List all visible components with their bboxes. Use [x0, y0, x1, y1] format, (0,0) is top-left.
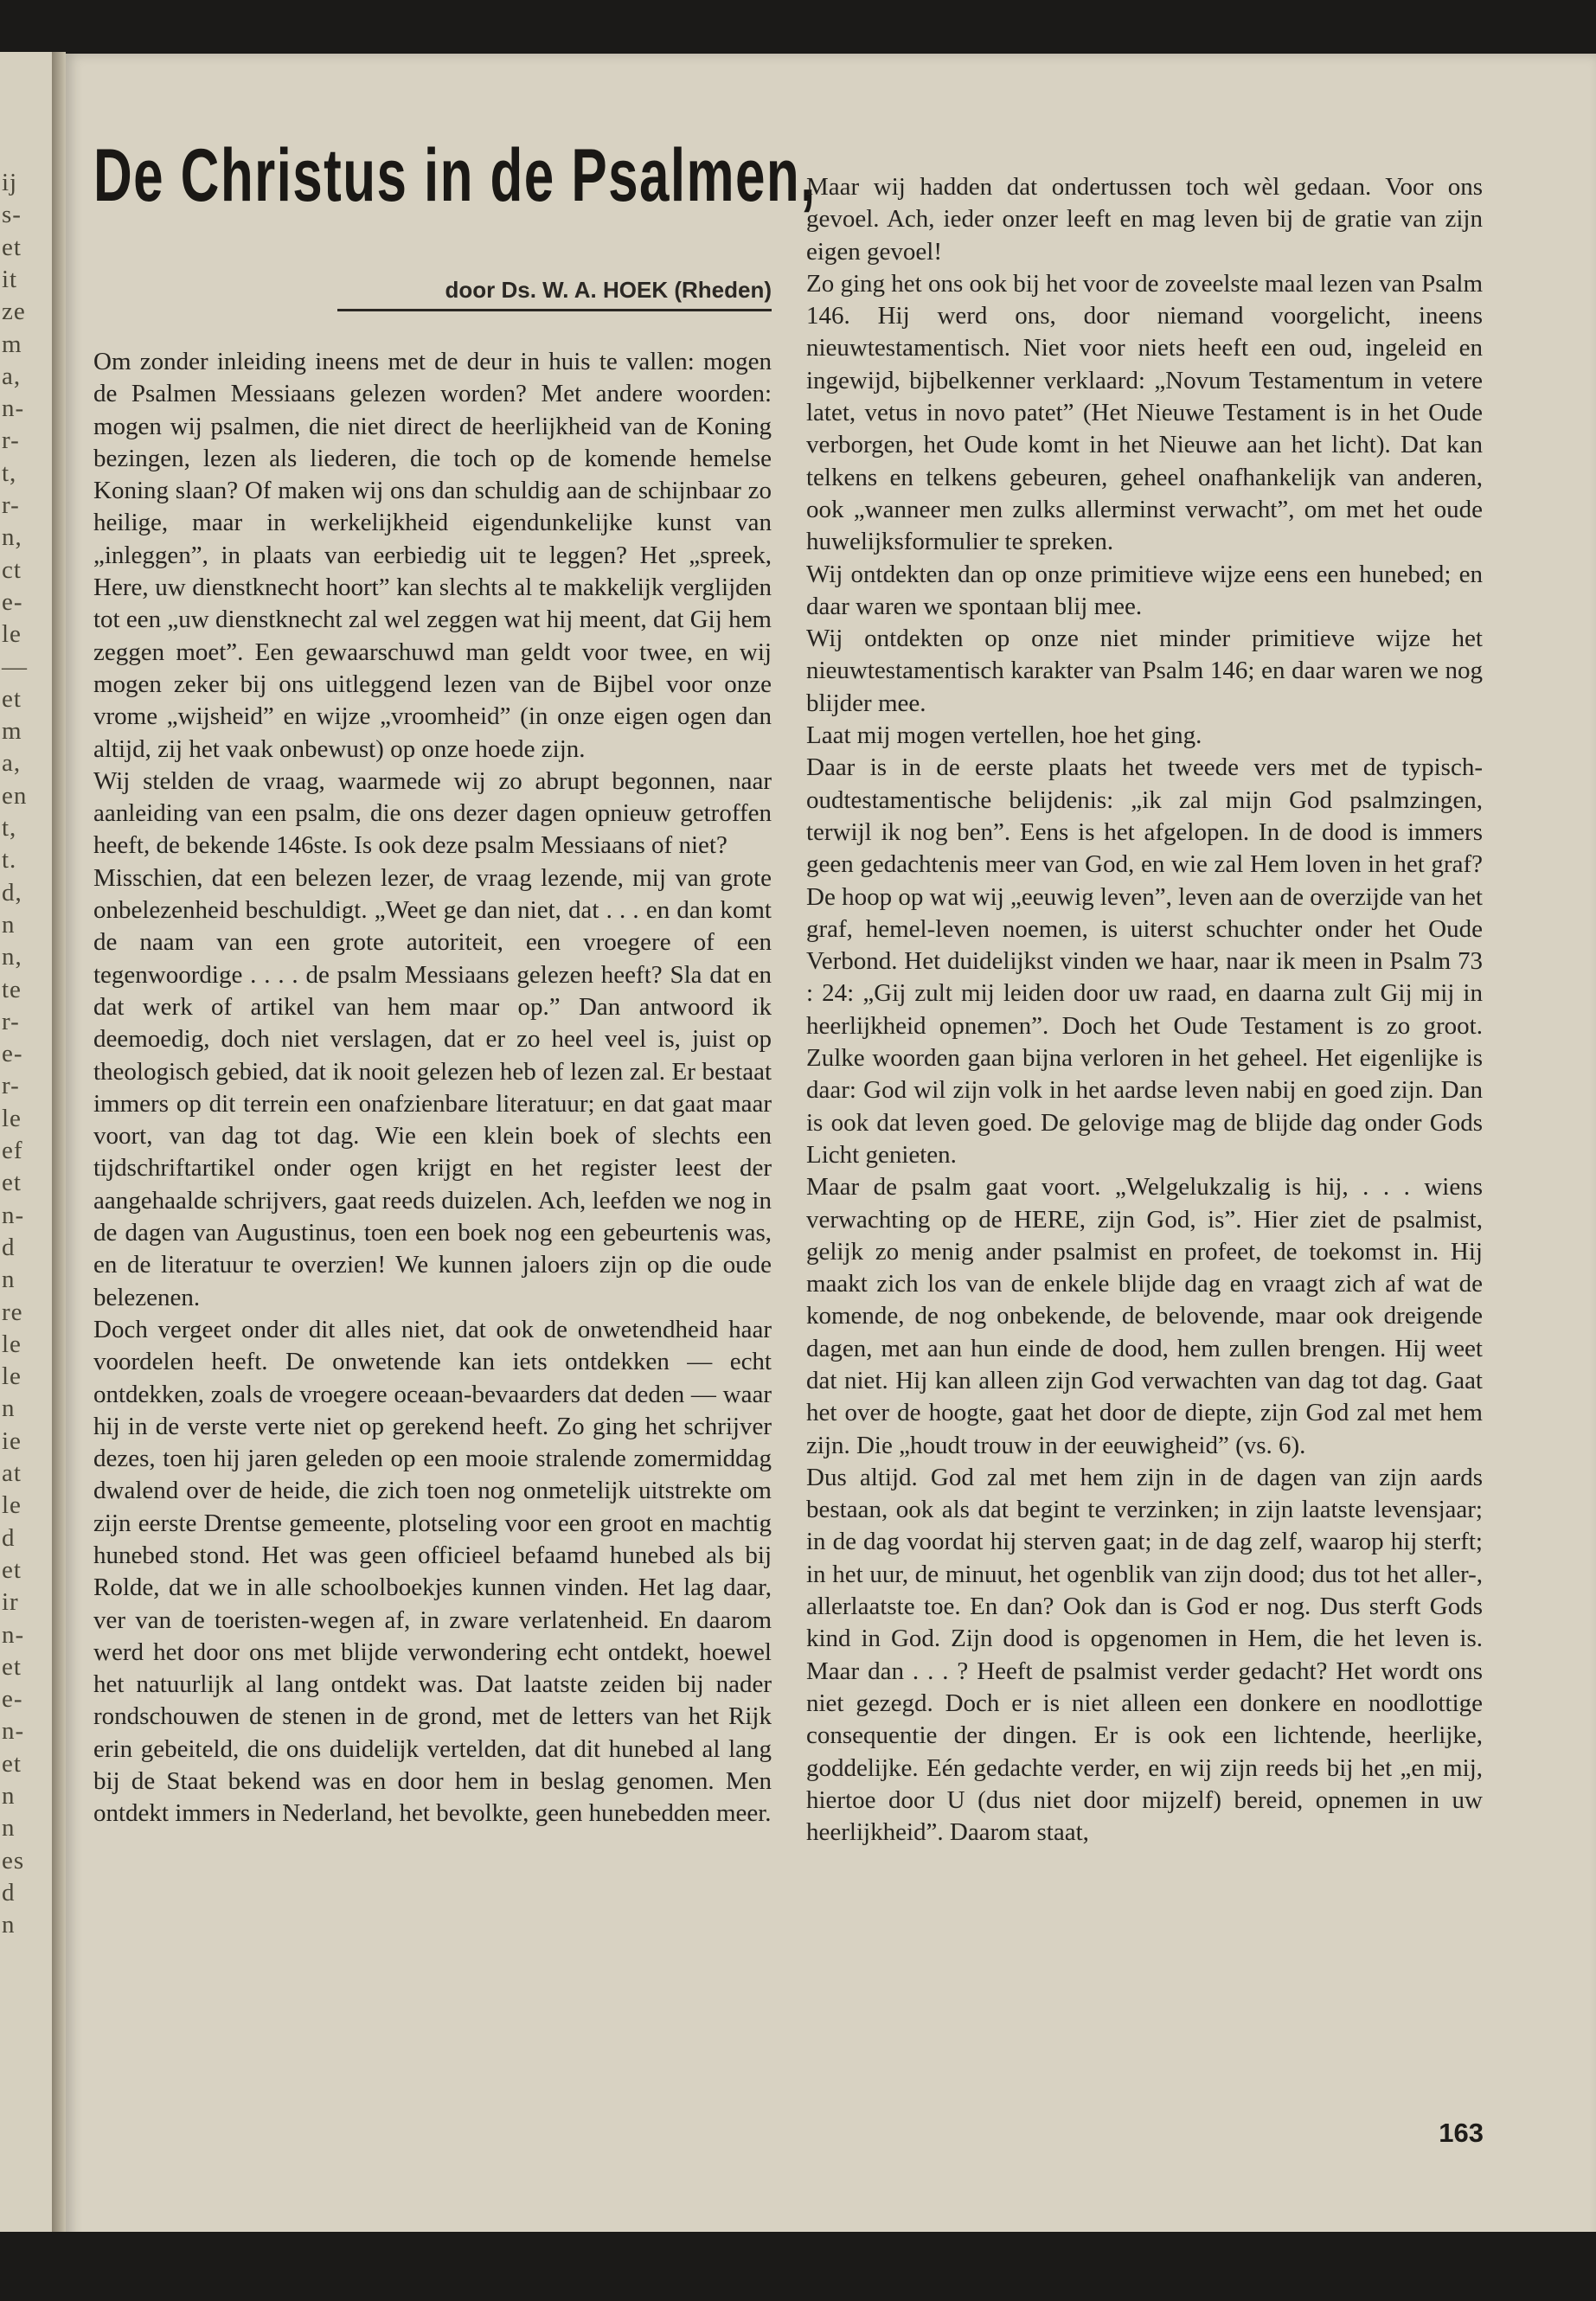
previous-page-fragment: et	[2, 1555, 22, 1584]
article-byline: door Ds. W. A. HOEK (Rheden)	[445, 277, 772, 303]
previous-page-fragment: ct	[2, 555, 22, 584]
paragraph: Dus altijd. God zal met hem zijn in de dagen van zijn aards bestaan, ook als dat begint te verzinken; in zijn laatste levensjaar; in de dag voordat hij sterven gaat; in de dag zelf, waarop hij sterft; in het uur, de minuut, het ogenblik van zijn dood; dus tot het aller-, allerlaatste toe. En dan? Ook dan is God er nog. Dus sterft Gods kind in God. Zijn dood is opgenomen in Hem, die het leven is. Maar dan . . . ? Heeft de psalmist verder gedacht? Het wordt ons niet gezegd. Doch er is niet alleen een donkere en noodlottige consequentie der dingen. Er is ook een lichtende, heerlijke, goddelijke. Eén gedachte verder, en wij zijn reeds bij het „en mij, hiertoe door U (dus niet door mijzelf) bereid, opnemen in uw heerlijkheid”. Daarom staat,	[806, 1463, 1483, 1847]
previous-page-fragment: et	[2, 1169, 22, 1197]
previous-page-fragment: a,	[2, 362, 22, 390]
previous-page-fragment: d	[2, 1878, 16, 1907]
previous-page-fragment: e-	[2, 1040, 23, 1068]
previous-page-fragment: t.	[2, 846, 17, 875]
page-bottom-edge	[0, 2232, 1596, 2301]
paragraph: Maar wij hadden dat ondertussen toch wèl gedaan. Voor ons gevoel. Ach, ieder onzer leeft en mag leven bij de gratie van zijn eigen gevoel!	[806, 173, 1483, 266]
previous-page-fragment: d	[2, 1233, 16, 1261]
previous-page-fragment: t,	[2, 458, 17, 487]
previous-page-fragment: ef	[2, 1137, 23, 1164]
paragraph: Wij ontdekten op onze niet minder primitieve wijze het nieuwtestamentisch karakter van Psalm 146; en daar waren we nog blijder mee.	[806, 625, 1483, 717]
previous-page-fragment: n-	[2, 1717, 25, 1746]
left-column	[93, 346, 772, 1830]
previous-page-fragment: d	[2, 1523, 16, 1552]
previous-page-fragment: n,	[2, 523, 22, 552]
previous-page-fragment: at	[2, 1459, 22, 1487]
previous-page-fragment: n	[2, 1911, 16, 1939]
previous-page-fragment: et	[2, 1652, 22, 1681]
previous-page-fragment: t,	[2, 814, 17, 842]
previous-page-fragment: n,	[2, 943, 22, 971]
previous-page-fragment: le	[2, 1104, 22, 1132]
paragraph: Om zonder inleiding ineens met de deur in huis te vallen: mogen de Psalmen Messiaans gelezen worden? Met andere woorden: mogen wij psalmen, die niet direct de heerlijkheid van de Koning bezingen, lezen als liederen, die toch op de komende hemelse Koning slaan? Of maken wij ons dan schuldig aan de schijnbaar zo heilige, maar in werkelijkheid eigendunkelijke kunst van „inleggen”, in plaats van eerbiedig uit te leggen? Het „spreek, Here, uw dienstknecht hoort” kan slechts al te makkelijk verglijden tot een „uw dienstknecht zal wel zeggen wat hij meent, dat Gij hem zeggen moet”. Een gewaarschuwd man geldt voor twee, en wij mogen zeker bij ons uitleggend lezen van de Bijbel voor onze vrome „wijsheid” en wijze „vroomheid” (in onze eigen ogen dan altijd, zij het vaak onbewust) op onze hoede zijn.	[93, 348, 772, 763]
previous-page-fragment: ze	[2, 298, 26, 326]
paragraph: Zo ging het ons ook bij het voor de zoveelste maal lezen van Psalm 146. Hij werd ons, door niemand voorgelicht, ineens nieuwtestamentisch. Niet voor niets heeft een oud, ingeleid en ingewijd, bijbelkenner verklaard: „Novum Testamentum in vetere latet, vetus in novo patet” (Het Nieuwe Testament is in het Oude verborgen, het Oude komt in het Nieuwe aan het licht). Dat kan telkens en telkens gebeuren, geheel onafhankelijk van anderen, ook „wanneer men zulks allerminst verwacht”, om met het oude huwelijksformulier te spreken.	[806, 269, 1483, 556]
paragraph: Laat mij mogen vertellen, hoe het ging.	[806, 721, 1202, 750]
previous-page-fragment: et	[2, 233, 22, 261]
previous-page-fragment: le	[2, 1491, 22, 1520]
previous-page-fragment: a,	[2, 749, 22, 778]
previous-page-fragment: e-	[2, 1685, 23, 1714]
previous-page-fragment: en	[2, 781, 28, 810]
previous-page-fragment: et	[2, 684, 22, 713]
previous-page-fragment: n-	[2, 394, 25, 423]
byline-rule	[337, 309, 772, 311]
previous-page-fragment: r-	[2, 426, 20, 455]
previous-page-fragment: ir	[2, 1588, 19, 1617]
previous-page-fragment: s-	[2, 201, 22, 229]
previous-page-fragment: et	[2, 1749, 22, 1778]
book-gutter	[52, 52, 66, 2266]
previous-page-fragment: es	[2, 1846, 25, 1875]
previous-page-fragment: te	[2, 975, 22, 1003]
paragraph: Wij ontdekten dan op onze primitieve wijze eens een hunebed; en daar waren we spontaan blij mee.	[806, 560, 1483, 620]
previous-page-fragment: le	[2, 1330, 22, 1358]
previous-page-fragment: ie	[2, 1426, 22, 1455]
previous-page-fragment: n	[2, 1814, 16, 1843]
paragraph: Misschien, dat een belezen lezer, de vraag lezende, mij van grote onbelezenheid beschuldigt. „Weet ge dan niet, dat . . . en dan komt de naam van een grote autoriteit, een vroegere of een tegenwoordige . . . . de psalm Messiaans gelezen heeft? Sla dat en dat werk of artikel van hem maar op.” Dan antwoord ik deemoedig, doch niet verslagen, dat er zo heel veel is, juist op theologisch gebied, dat ik nooit gelezen heb of lezen zal. Er bestaat immers op dit terrein een onafzienbare literatuur; en dat gaat maar voort, van dag tot dag. Wie een klein boek of slechts een tijdschriftartikel onder ogen krijgt en het register leest der aangehaalde schrijvers, gaat reeds duizelen. Ach, leefden we nog in de dagen van Augustinus, toen een boek nog een gebeurtenis was, en de literatuur te overzien! We kunnen jaloers zijn op die oude belezenen.	[93, 863, 772, 1311]
previous-page-fragment: le	[2, 620, 22, 649]
previous-page-fragment: —	[2, 652, 28, 681]
article-title: De Christus in de Psalmen,	[93, 134, 817, 217]
previous-page-fragment: ij	[2, 169, 18, 196]
previous-page-fragment: r-	[2, 491, 20, 519]
previous-page-fragment: n-	[2, 1620, 25, 1649]
paragraph: Doch vergeet onder dit alles niet, dat ook de onwetendheid haar voordelen heeft. De onwetende kan iets ontdekken — echt ontdekken, zoals de vroegere oceaan-bevaarders dat deden — waar hij in de verste verte niet op gerekend heeft. Zo ging het schrijver dezes, toen hij jaren geleden op een mooie stralende zomermiddag dwalend over de heide, die zich toen nog onmetelijk uitstrekte om zijn eerste Drentse gemeente, plotseling voor een groot en machtig hunebed stond. Het was geen officieel befaamd hunebed als bij Rolde, dat we in alle schoolboekjes kunnen vinden. Het lag daar, ver van de toeristen-wegen af, in zware verlatenheid. En daarom werd het door ons met blijde verwondering echt ontdekt, hoewel het natuurlijk al lang ontdekt was. Dat laatste zeiden bij nader rondschouwen de stenen in de grond, met de letters van het Rijk erin gebeiteld, die ons duidelijk vertelden, dat dit hunebed al lang bij de Staat bekend was en door hem in beslag genomen. Men ontdekt immers in Nederland, het bevolkte, geen hunebedden meer.	[93, 1315, 772, 1828]
right-column	[806, 171, 1483, 1849]
previous-page-fragment: d,	[2, 878, 22, 907]
previous-page-fragment: n	[2, 1266, 16, 1294]
previous-page-fragment: r-	[2, 1007, 20, 1035]
previous-page-fragment: m	[2, 717, 22, 746]
previous-page-fragment: n	[2, 1782, 16, 1810]
previous-page-fragment: le	[2, 1362, 22, 1391]
previous-page-fragment: n	[2, 1394, 16, 1423]
paragraph: Maar de psalm gaat voort. „Welgelukzalig is hij, . . . wiens verwachting op de HERE, zijn God, is”. Hier ziet de psalmist, gelijk zo menig ander psalmist en profeet, de toekomst in. Hij maakt zich los van de enkele blijde dag en vraagt zich af wat de komende, de nog onbekende, de belovende, maar ook dreigende dagen, met aan hun einde de dood, hem zullen brengen. Hij weet dat niet. Hij kan alleen zijn God verwachten van dag tot dag. Gaat het over de hoogte, gaat het door de diepte, zijn God zal met hem zijn. Die „houdt trouw in der eeuwigheid” (vs. 6).	[806, 1173, 1483, 1459]
previous-page-fragment: e-	[2, 587, 23, 616]
page-number: 163	[1439, 2118, 1484, 2148]
previous-page-fragment: m	[2, 330, 22, 358]
previous-page-fragment: re	[2, 1298, 23, 1326]
previous-page-fragment: it	[2, 265, 18, 293]
previous-page-fragment: n	[2, 910, 16, 939]
paragraph: Daar is in de eerste plaats het tweede vers met de typisch-oudtestamentische belijdenis: „ik zal mijn God psalmzingen, terwijl ik nog ben”. Eens is het afgelopen. In de dood is immers geen gedachtenis meer van God, en wie zal Hem loven in het graf? De hoop op wat wij „eeuwig leven”, leven aan de overzijde van het graf, hemel-leven noemen, is uiterst schuchter onder het Oude Verbond. Het duidelijkst vinden we haar, naar ik meen in Psalm 73 : 24: „Gij zult mij leiden door uw raad, en daarna zult Gij mij in heerlijkheid opnemen”. Doch het Oude Testament is zo groot. Zulke woorden gaan bijna verloren in het geheel. Het eigenlijke is daar: God wil zijn volk in het aardse leven nabij en goed zijn. Dan is ook dat leven goed. De gelovige mag de blijde dag onder Gods Licht genieten.	[806, 753, 1483, 1169]
paragraph: Wij stelden de vraag, waarmede wij zo abrupt begonnen, naar aanleiding van een psalm, die ons dezer dagen opnieuw getroffen heeft, de bekende 146ste. Is ook deze psalm Messiaans of niet?	[93, 766, 772, 860]
previous-page-fragment: r-	[2, 1072, 20, 1100]
previous-page-fragment: n-	[2, 1201, 25, 1229]
